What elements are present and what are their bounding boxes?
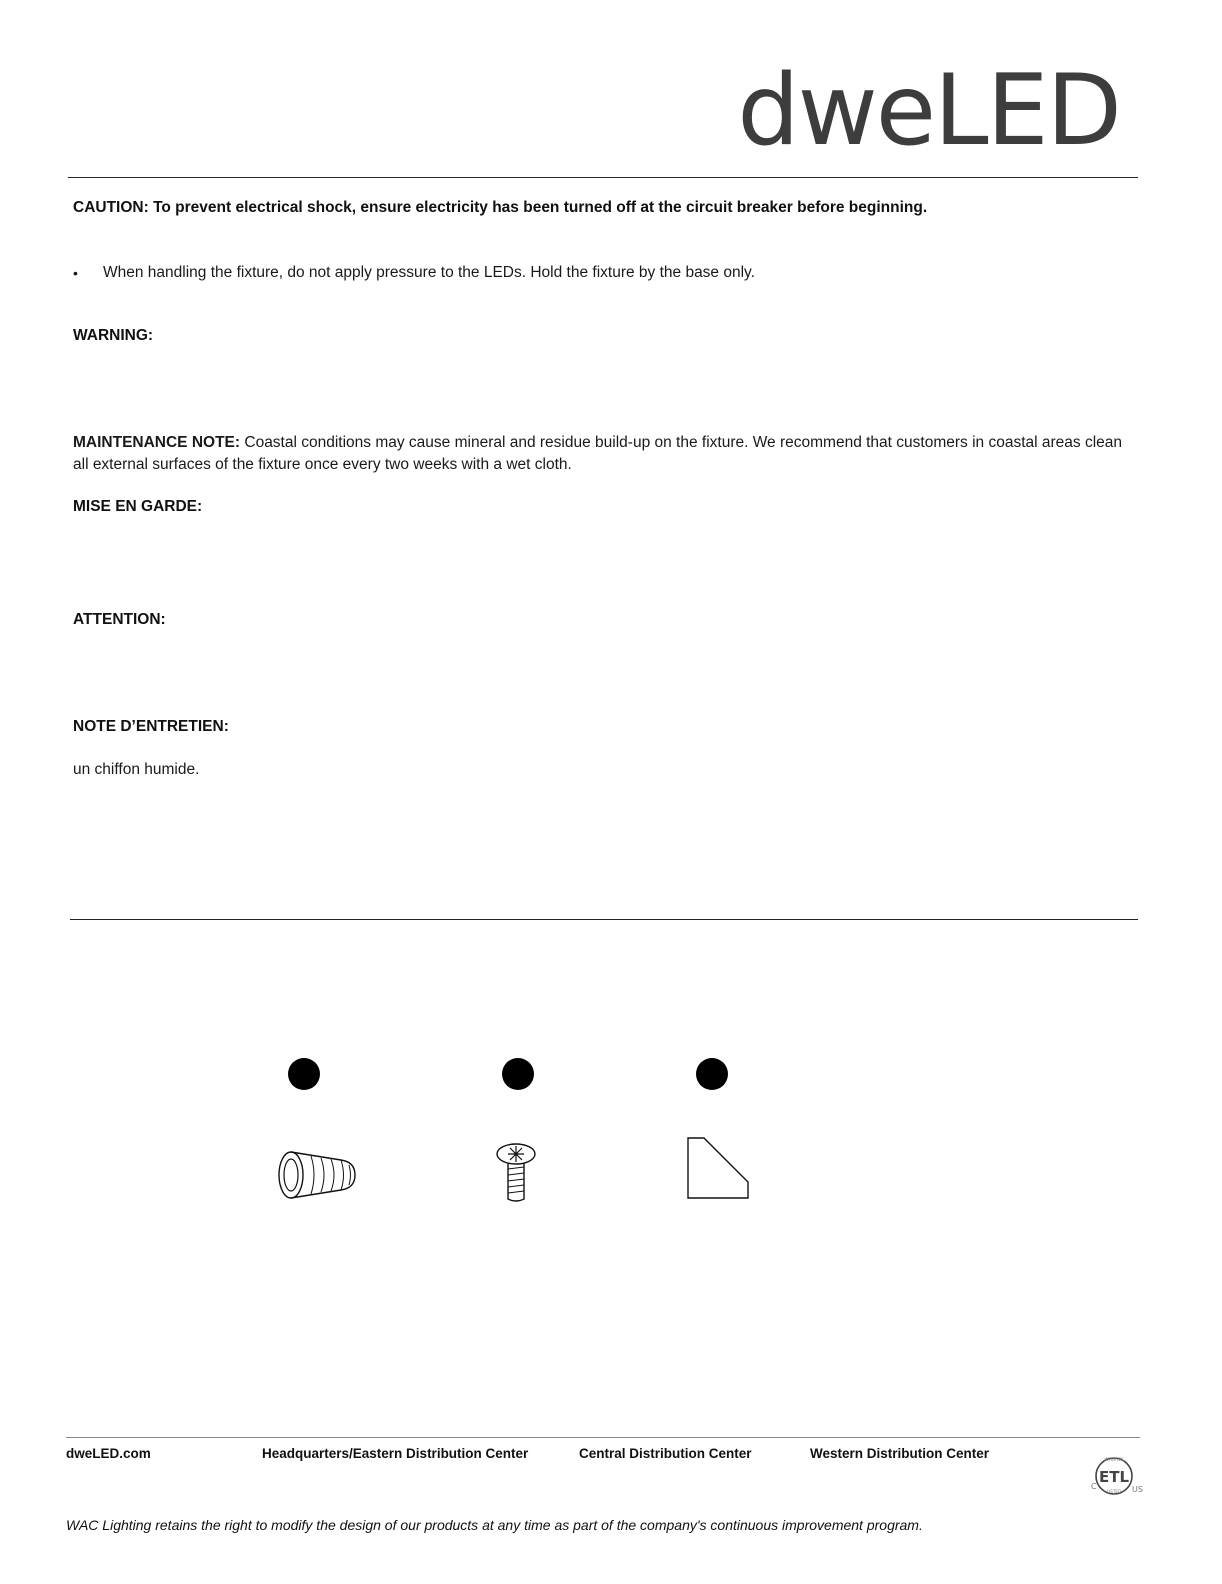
attention-label: ATTENTION: bbox=[73, 611, 166, 628]
footer-disclaimer: WAC Lighting retains the right to modify the design of our products at any time as part of the company's continuous improvement program. bbox=[66, 1517, 923, 1533]
footer-central: Central Distribution Center bbox=[579, 1446, 752, 1461]
warning-label: WARNING: bbox=[73, 327, 154, 344]
bracket-icon bbox=[686, 1136, 752, 1202]
caution-text: CAUTION: To prevent electrical shock, ensure electricity has been turned off at the circuit breaker before beginning. bbox=[73, 199, 928, 216]
maintenance-label: MAINTENANCE NOTE: bbox=[73, 434, 241, 451]
bullet-marker: • bbox=[73, 265, 78, 281]
footer-divider bbox=[66, 1437, 1140, 1438]
etl-bottom-text: LISTED bbox=[1107, 1489, 1121, 1494]
etl-left-text: C bbox=[1091, 1482, 1097, 1491]
note-entretien-text: un chiffon humide. bbox=[73, 761, 200, 778]
section-divider bbox=[70, 919, 1138, 920]
part-marker bbox=[502, 1058, 534, 1090]
header-divider bbox=[68, 177, 1138, 178]
etl-certification-icon bbox=[1086, 1452, 1146, 1502]
bullet-item: When handling the fixture, do not apply pressure to the LEDs. Hold the fixture by the base only. bbox=[103, 264, 755, 281]
etl-right-text: US bbox=[1132, 1485, 1143, 1494]
mise-en-garde-label: MISE EN GARDE: bbox=[73, 498, 203, 515]
etl-top-text: INTERTEK bbox=[1104, 1457, 1124, 1462]
footer-website: dweLED.com bbox=[66, 1446, 151, 1461]
part-marker bbox=[288, 1058, 320, 1090]
maintenance-note bbox=[73, 432, 1123, 476]
footer-western: Western Distribution Center bbox=[810, 1446, 990, 1461]
footer-hq: Headquarters/Eastern Distribution Center bbox=[262, 1446, 529, 1461]
maintenance-text: Coastal conditions may cause mineral and residue build-up on the fixture. We recommend that customers in coastal areas clean all external surfaces of the fixture once every two weeks with a wet cloth. bbox=[73, 434, 1123, 473]
note-entretien-label: NOTE D’ENTRETIEN: bbox=[73, 718, 229, 735]
brand-logo: dweLED bbox=[737, 54, 1120, 168]
wire-nut-icon bbox=[275, 1148, 359, 1202]
etl-mark-text: ETL bbox=[1098, 1468, 1130, 1486]
part-marker bbox=[696, 1058, 728, 1090]
screw-icon bbox=[494, 1141, 538, 1205]
